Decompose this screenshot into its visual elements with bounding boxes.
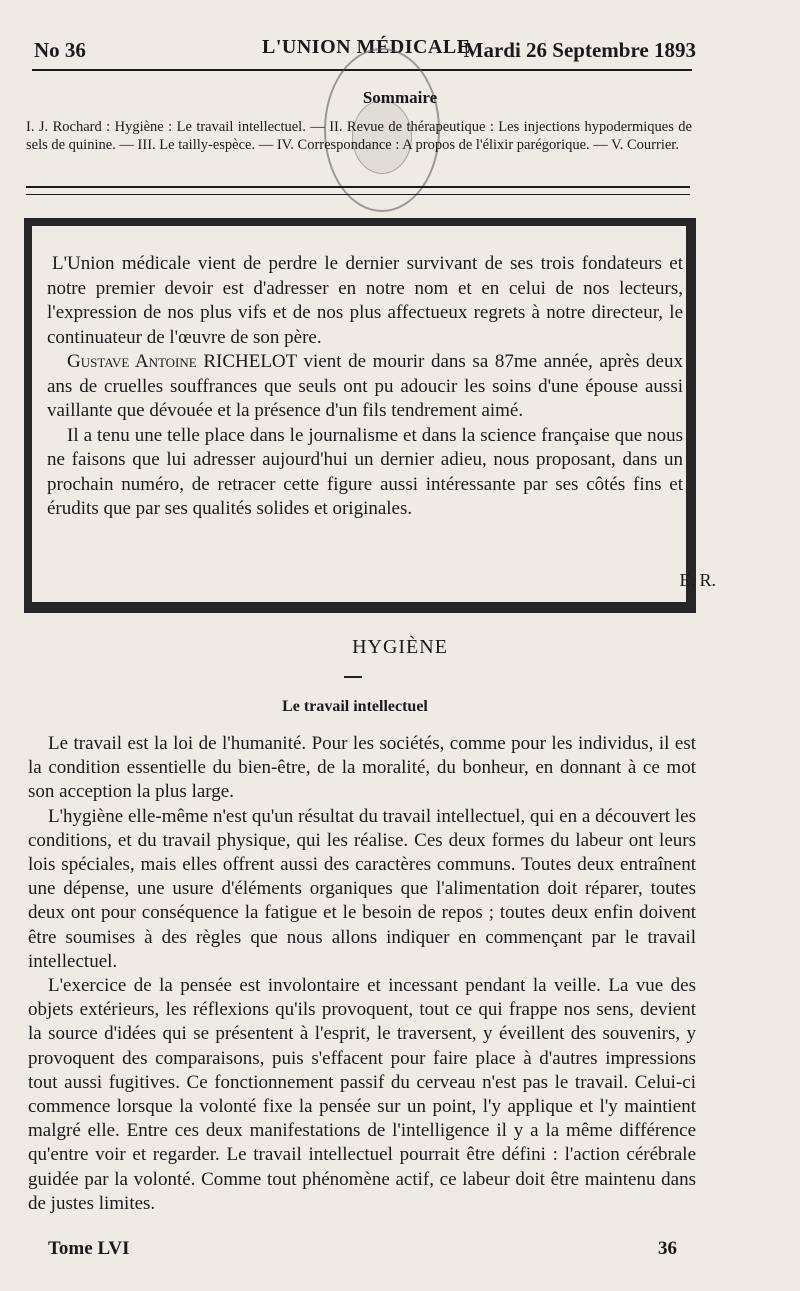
article-body — [28, 732, 696, 1216]
obituary-text — [47, 252, 683, 522]
notice-paragraph-3: Il a tenu une telle place dans le journalisme et dans la science française que nous ne faisons que lui adresser aujourd'hui un dernier adieu, nous proposant, dans un prochain numéro, de retracer cette figure aussi intéressante par ses côtés fins et érudits que par ses qualités solides et originales. — [47, 424, 683, 519]
article-title: Le travail intellectuel — [282, 698, 428, 715]
journal-title: L'UNION MÉDICALE — [262, 36, 471, 58]
notice-paragraph-2 — [47, 350, 683, 424]
notice-paragraph-2-text: RICHELOT vient de mourir dans sa 87me année, après deux ans de cruelles souffrances que seuls ont pu adoucir les soins d'une épouse aussi vaillante que dévouée et la présence d'un fils tendrement aimé. — [47, 351, 683, 421]
obituary-notice-box — [24, 218, 696, 613]
article-paragraph-2: L'hygiène elle-même n'est qu'un résultat du travail intellectuel, qui en a découvert les conditions, et du travail physique, qui les réalise. Ces deux formes du labeur ont leurs lois spéciales, mais elles offrent aussi des caractères communs. Toutes deux entraînent une dépense, une usure d'éléments organiques que l'alimentation doit réparer, toutes deux ont pour conséquence la fatigue et le besoin de repos ; toutes deux enfin doivent être soumises à des règles que nous allons indiquer en commençant par le travail intellectuel. — [28, 805, 696, 972]
article-paragraph-3: L'exercice de la pensée est involontaire et incessant pendant la veille. La vue des objets extérieurs, les réflexions qu'ils provoquent, tout ce qui frappe nos sens, devient la source d'idées qui se présentent à l'esprit, le traversent, y éveillent des souvenirs, y provoquent des comparaisons, puis s'effacent pour faire place à d'autres impressions tout aussi fugitives. Ce fonctionnement passif du cerveau n'est pas le travail. Celui-ci commence lorsque la volonté fixe la pensée sur un point, l'y applique et l'y maintient malgré elle. Entre ces deux manifestations de l'intelligence il y a la même différence qu'entre voir et regarder. Le travail intellectuel pourrait être défini : l'action cérébrale guidée par la volonté. Comme tout phénomène actif, ce labeur doit être maintenu dans de justes limites. — [28, 975, 696, 1214]
issue-date: Mardi 26 Septembre 1893 — [463, 38, 696, 62]
article-paragraph-1: Le travail est la loi de l'humanité. Pour les sociétés, comme pour les individus, il est la condition essentielle du bien-être, de la moralité, du bonheur, en donnant à ce mot son acception la plus large. — [28, 733, 696, 803]
section-title: HYGIÈNE — [352, 636, 448, 658]
issue-number: No 36 — [34, 38, 86, 62]
notice-signature: E. R. — [679, 570, 716, 590]
sommaire-double-rule — [26, 186, 690, 195]
notice-paragraph-1: L'Union médicale vient de perdre le dernier survivant de ses trois fondateurs et notre premier devoir est d'adresser en notre nom et en celui de nos lecteurs, l'expression de nos plus vifs et de nos plus affectueux regrets à notre directeur, le continuateur de l'œuvre de son père. — [47, 253, 683, 348]
page-number: 36 — [658, 1238, 677, 1259]
sommaire-title: Sommaire — [362, 88, 438, 107]
notice-name: Gustave Antoine — [67, 351, 197, 372]
volume-label: Tome LVI — [48, 1238, 130, 1259]
section-dash — [344, 676, 362, 678]
sommaire-contents: I. J. Rochard : Hygiène : Le travail intellectuel. — II. Revue de thérapeutique : Les injections hypodermiques de sels de quinine. — III. Le tailly-espèce. — IV. Correspondance : A propos de l'élixir parégorique. — V. Courrier. — [26, 119, 692, 153]
